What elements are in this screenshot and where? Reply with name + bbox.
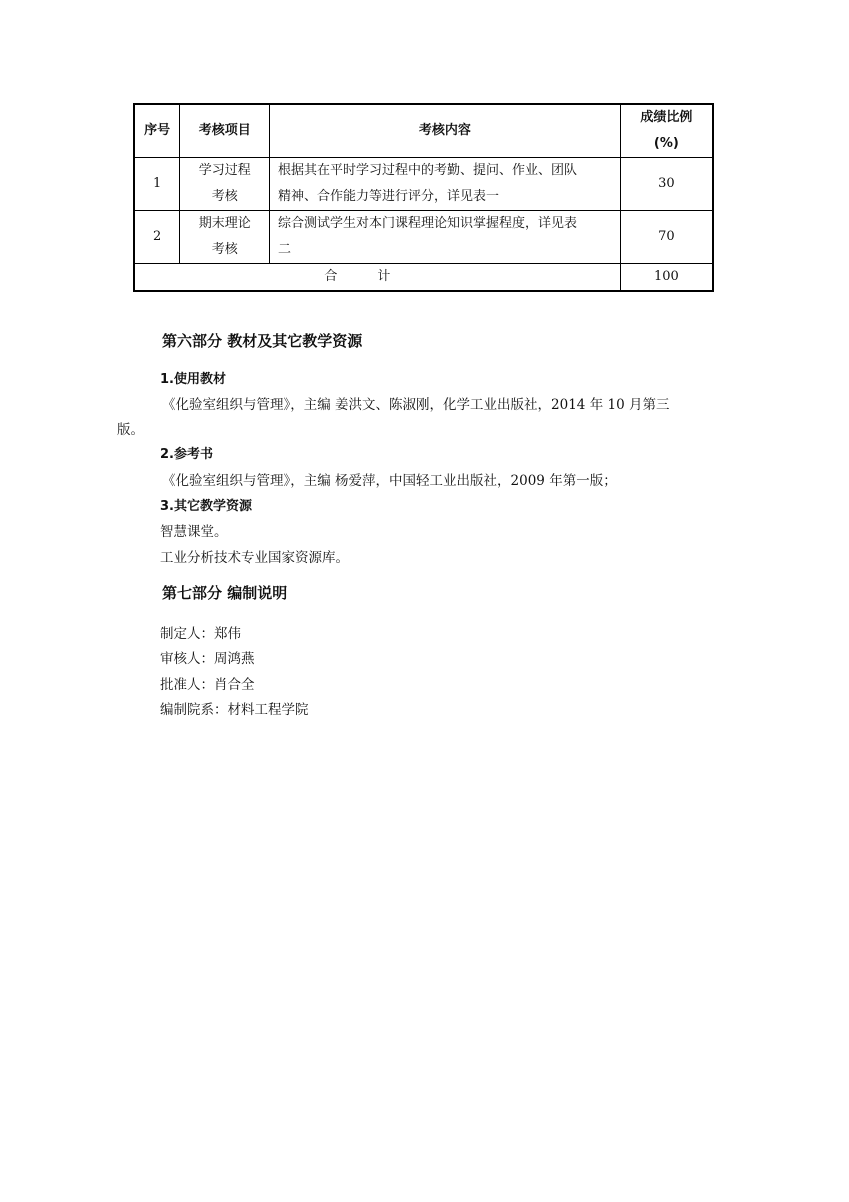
cell-content-line2: 二 [278, 242, 292, 257]
header-no: 序号 [134, 104, 180, 158]
maker-line: 制定人：郑伟 [160, 626, 241, 642]
header-ratio-line2: (%) [653, 136, 679, 151]
cell-content-line1: 综合测试学生对本门课程理论知识掌握程度，详见表 [278, 216, 578, 231]
header-content: 考核内容 [270, 104, 621, 158]
department-line: 编制院系：材料工程学院 [160, 702, 309, 718]
part6-title: 第六部分 教材及其它教学资源 [162, 332, 363, 350]
assessment-table [133, 103, 714, 292]
table-header-row [134, 104, 713, 158]
cell-item-line1: 学习过程 [198, 163, 251, 178]
cell-no: 2 [134, 211, 180, 264]
cell-content-line2: 精神、合作能力等进行评分，详见表一 [278, 189, 500, 204]
cell-item [180, 211, 270, 264]
resource-line-2: 工业分析技术专业国家资源库。 [160, 550, 349, 566]
cell-item-line1: 期末理论 [198, 216, 251, 231]
header-ratio-line1: 成绩比例 [640, 110, 693, 125]
header-item: 考核项目 [180, 104, 270, 158]
table-total-row [134, 264, 713, 292]
section-1-title: 1.使用教材 [160, 372, 226, 387]
reviewer-line: 审核人：周鸿燕 [160, 651, 255, 667]
textbook-line-1: 《化验室组织与管理》，主编 姜洪文、陈淑刚，化学工业出版社，2014 年 10 月第三 [162, 397, 670, 413]
table-row [134, 211, 713, 264]
section-2-title: 2.参考书 [160, 447, 213, 462]
cell-item-line2: 考核 [211, 189, 238, 204]
reference-line-1: 《化验室组织与管理》，主编 杨爱萍，中国轻工业出版社，2009 年第一版； [162, 473, 617, 489]
cell-content [270, 211, 621, 264]
cell-ratio: 30 [620, 158, 713, 211]
cell-item [180, 158, 270, 211]
total-value: 100 [620, 264, 713, 292]
table-row [134, 158, 713, 211]
cell-item-line2: 考核 [211, 242, 238, 257]
resource-line-1: 智慧课堂。 [160, 524, 228, 540]
cell-no: 1 [134, 158, 180, 211]
cell-content-line1: 根据其在平时学习过程中的考勤、提问、作业、团队 [278, 163, 578, 178]
section-3-title: 3.其它教学资源 [160, 499, 252, 514]
header-ratio [620, 104, 713, 158]
textbook-line-2: 版。 [117, 422, 144, 438]
total-label: 合计 [134, 264, 620, 292]
part7-title: 第七部分 编制说明 [162, 584, 288, 602]
cell-content [270, 158, 621, 211]
approver-line: 批准人：肖合全 [160, 677, 255, 693]
cell-ratio: 70 [620, 211, 713, 264]
